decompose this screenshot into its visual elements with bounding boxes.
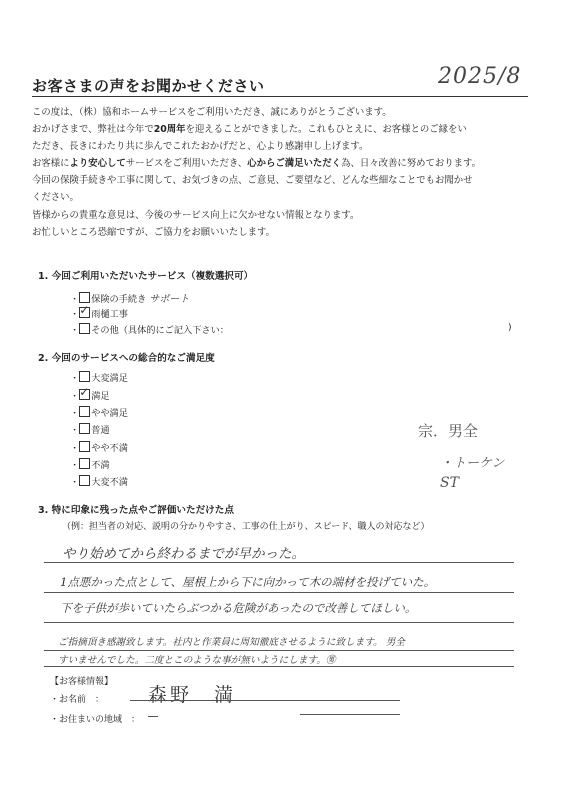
question-2-title: 2. 今回のサービスへの総合的なご満足度 bbox=[38, 353, 215, 364]
intro-line: 今回の保険手続きや工事に関して、お気づきの点、ご意見、ご要望など、どんな些細なことでもお聞かせ bbox=[32, 175, 473, 187]
intro-line: ください。 bbox=[32, 192, 79, 204]
answer-line bbox=[44, 650, 514, 651]
q2-option[interactable]: ・✓ 満足 bbox=[70, 388, 110, 402]
checkbox[interactable] bbox=[79, 371, 90, 382]
q2-option[interactable]: ・ 不満 bbox=[70, 460, 110, 471]
customer-name: 森野 満 bbox=[148, 684, 237, 706]
customer-info-heading: 【お客様情報】 bbox=[50, 677, 114, 687]
name-label: ・お名前 ： bbox=[50, 695, 105, 705]
q2-option[interactable]: ・ やや不満 bbox=[70, 443, 128, 454]
title-underline bbox=[32, 96, 528, 97]
name-field-line[interactable] bbox=[130, 700, 400, 701]
q1-option-gutter[interactable]: ・✓ 雨樋工事 bbox=[70, 306, 128, 320]
handwritten-reply: ご指摘頂き感謝致します。社内と作業員に周知徹底させるように致します。 男全 bbox=[58, 637, 405, 648]
question-3-title: 3. 特に印象に残った点やご評価いただけた点 bbox=[38, 505, 234, 516]
q1-option-other[interactable]: ・ その他（具体的にご記入下さい： bbox=[70, 325, 229, 336]
q2-option[interactable]: ・ やや満足 bbox=[70, 408, 128, 419]
question-3-example: （例：担当者の対応、説明の分かりやすさ、工事の仕上がり、スピード、職人の対応など） bbox=[62, 522, 430, 532]
handwritten-note: ・トーケン bbox=[440, 456, 505, 471]
checkbox-checked[interactable] bbox=[79, 307, 90, 318]
area-label: ・お住まいの地域 ： bbox=[50, 715, 141, 725]
intro-text bbox=[32, 104, 532, 241]
handwritten-note: サポート bbox=[149, 294, 190, 305]
checkbox[interactable] bbox=[79, 441, 90, 452]
intro-line: おかげさまで、弊社は今年で20周年を迎えることができました。これもひとえに、お客様とのご縁をい bbox=[32, 124, 467, 136]
checkbox[interactable] bbox=[79, 406, 90, 417]
checkbox[interactable] bbox=[79, 458, 90, 469]
q2-option[interactable]: ・ 普通 bbox=[70, 425, 110, 436]
handwritten-note: 宗．男全 bbox=[418, 422, 479, 440]
answer-line bbox=[44, 562, 514, 563]
q1-option-insurance[interactable]: ・ 保険の手続き サポート bbox=[70, 294, 190, 305]
page-title: お客さまの声をお聞かせください bbox=[32, 77, 265, 95]
handwritten-date: 2025/8 bbox=[438, 64, 522, 89]
checkbox[interactable] bbox=[79, 475, 90, 486]
answer-line bbox=[44, 592, 514, 593]
checkbox[interactable] bbox=[79, 323, 90, 334]
handwritten-comment: 1点悪かった点として、屋根上から下に向かって木の端材を投げていた。 bbox=[60, 575, 436, 589]
checkbox[interactable] bbox=[79, 292, 90, 303]
q1-other-close-paren: ) bbox=[508, 322, 512, 333]
question-1-title: 1. 今回ご利用いただいたサービス（複数選択可） bbox=[38, 271, 254, 282]
handwritten-comment: 下を子供が歩いていたらぶつかる危険があったので改善してほしい。 bbox=[60, 601, 417, 615]
intro-line: お忙しいところ恐縮ですが、ご協力をお願いいたします。 bbox=[32, 226, 276, 238]
checkbox-checked[interactable] bbox=[79, 389, 90, 400]
handwritten-note: ST bbox=[440, 475, 459, 491]
intro-line: お客様により安心してサービスをご利用いただき、心からご満足いただく為、日々改善に努めております。 bbox=[32, 158, 481, 170]
area-field-mark bbox=[148, 716, 158, 717]
handwritten-reply: すいませんでした。二度とこのような事が無いようにします。㊚ bbox=[58, 655, 336, 666]
answer-line bbox=[44, 666, 514, 667]
intro-line: 皆様からの貴重な意見は、今後のサービス向上に欠かせない情報となります。 bbox=[32, 209, 360, 221]
intro-line: この度は、（株）協和ホームサービスをご利用いただき、誠にありがとうございます。 bbox=[32, 107, 392, 118]
checkbox[interactable] bbox=[79, 423, 90, 434]
q2-option[interactable]: ・ 大変不満 bbox=[70, 477, 128, 488]
intro-line: ただき、長きにわたり共に歩んでこれたおかげだと、心より感謝申し上げます。 bbox=[32, 141, 369, 153]
q2-option[interactable]: ・ 大変満足 bbox=[70, 373, 128, 384]
handwritten-comment: やり始めてから終わるまでが早かった。 bbox=[62, 546, 305, 562]
area-field-line[interactable] bbox=[300, 714, 400, 715]
answer-line bbox=[44, 622, 514, 623]
